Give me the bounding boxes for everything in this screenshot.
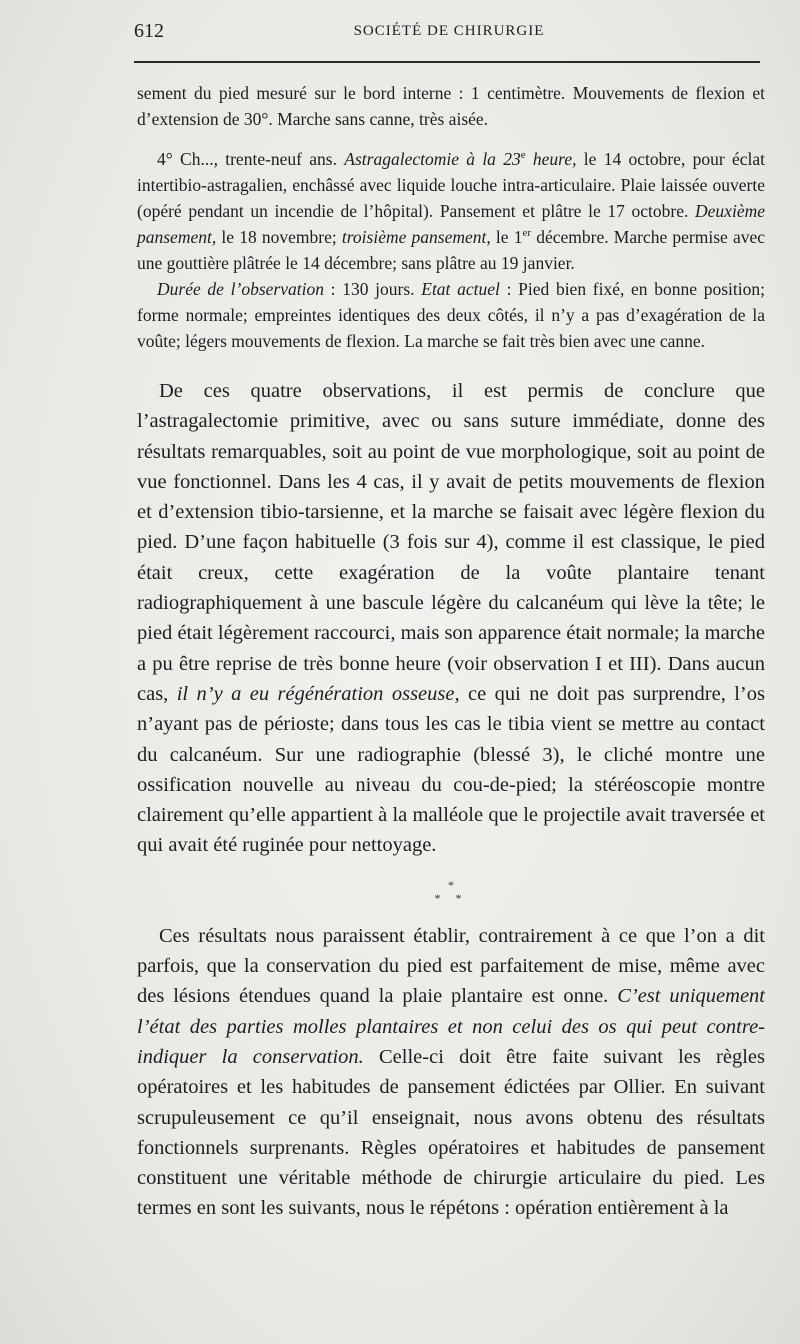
asterism-bottom: * *: [434, 890, 468, 905]
observation-section: [137, 80, 765, 354]
body-text: [137, 80, 765, 1224]
paragraph-conclusion: De ces quatre observations, il est permis de conclure que l’astragalectomie primitive, avec ou sans suture immédiate, donne des résultats remarquables, soit au point de vue morphologique, soit au point de vue fonctionnel. Dans les 4 cas, il y avait de petits mouvements de flexion et d’extension tibio-tarsienne, et la marche se faisait avec légère flexion du pied. D’une façon habituelle (3 fois sur 4), comme il est classique, le pied était creux, cette exagération de la voûte plantaire tenant radiographiquement à une bascule légère du calcanéum qui lève la tête; le pied était légèrement raccourci, mais son apparence était normale; la marche a pu être reprise de très bonne heure (voir observation I et III). Dans aucun cas, il n’y a eu régénération osseuse, ce qui ne doit pas surprendre, l’os n’ayant pas de périoste; dans tous les cas le tibia vient se mettre au contact du calcanéum. Sur une radiographie (blessé 3), le cliché montre une ossification nouvelle au niveau du cou-de-pied; la stéréoscopie montre clairement qu’elle appartient à la malléole que le projectile avait traversée et qui avait été ruginée pour nettoyage.: [137, 380, 765, 857]
page-number: 612: [134, 20, 164, 42]
asterism-top: *: [448, 877, 454, 892]
paragraph-results: Ces résultats nous paraissent établir, contrairement à ce que l’on a dit parfois, que la conservation du pied est parfaitement de mise, même avec des lésions étendues quand la plaie plantaire est onne. C’est uniquement l’état des parties molles plantaires et non celui des os qui peut contre-indiquer la conservation. Celle-ci doit être faite suivant les règles opératoires et les habitudes de pansement édictées par Ollier. En suivant scrupuleusement ce qu’il enseignait, nous avons obtenu des résultats fonctionnels surprenants. Règles opératoires et habitudes de pansement constituent une véritable méthode de chirurgie articulaire du pied. Les termes en sont les suivants, nous le répétons : opération entièrement à la: [137, 924, 765, 1220]
paragraph-observation-duration: Durée de l’observation : 130 jours. Etat actuel : Pied bien fixé, en bonne position; forme normale; empreintes identiques des deux côtés, il n’y a pas d’exagération de la voûte; légers mouvements de flexion. La marche se fait très bien avec une canne.: [137, 279, 765, 351]
asterism-divider: [137, 861, 765, 921]
page-header: [134, 20, 764, 46]
running-title: SOCIÉTÉ DE CHIRURGIE: [353, 23, 545, 39]
paragraph-continuation: sement du pied mesuré sur le bord interne : 1 centimètre. Mouvements de flexion et d’extension de 30°. Marche sans canne, très aisée.: [137, 83, 765, 129]
paragraph-observation-4: 4° Ch..., trente-neuf ans. Astragalectomie à la 23e heure, le 14 octobre, pour éclat intertibio-astragalien, enchâssé avec liquide louche intra-articulaire. Plaie laissée ouverte (opéré pendant un incendie de l’hôpital). Pansement et plâtre le 17 octobre. Deuxième pansement, le 18 novembre; troisième pansement, le 1er décembre. Marche permise avec une gouttière plâtrée le 14 décembre; sans plâtre au 19 janvier.: [137, 149, 766, 273]
header-rule: [134, 61, 760, 63]
conclusion-section: [137, 376, 765, 1224]
